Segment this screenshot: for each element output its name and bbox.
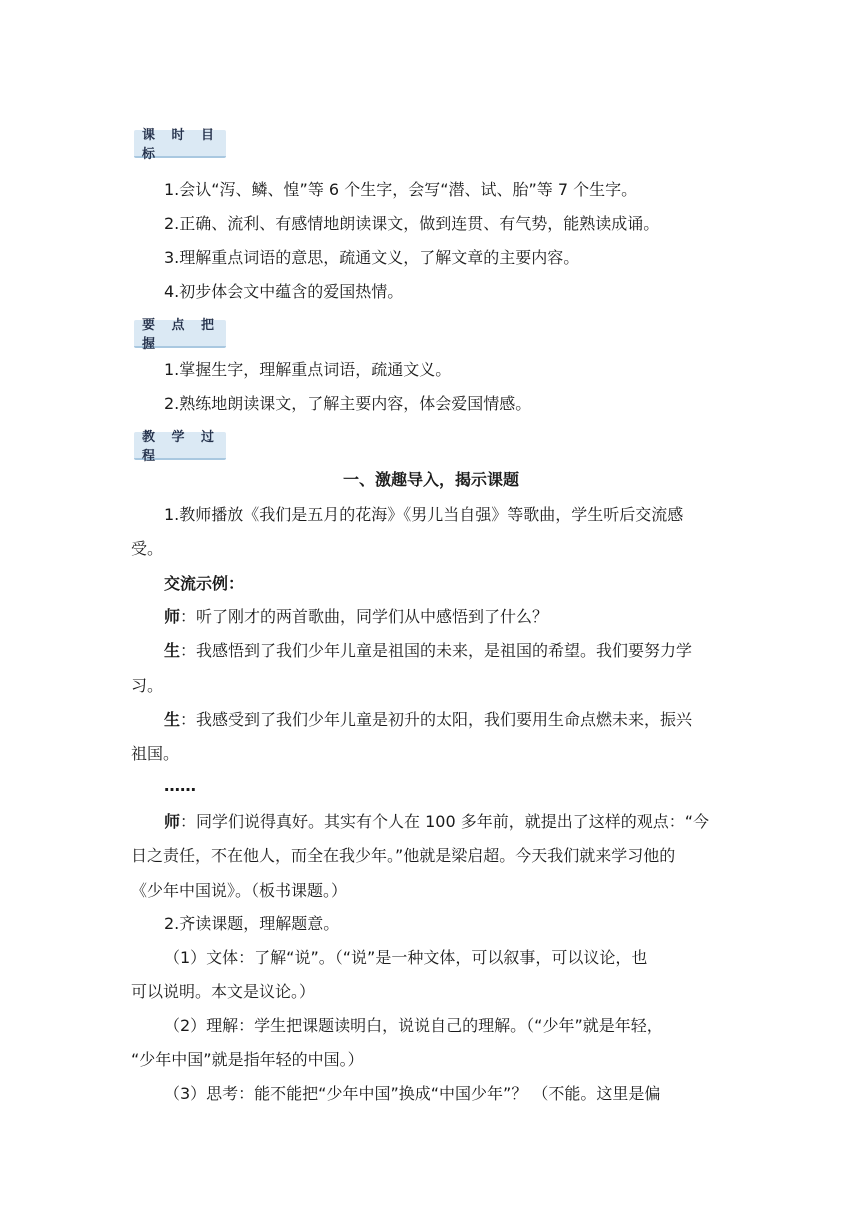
speaker-label: 生	[164, 710, 181, 729]
ellipsis: ……	[164, 776, 196, 795]
dialogue-line	[164, 607, 734, 627]
paragraph-line: 2.齐读课题，理解题意。	[164, 914, 340, 933]
paragraph-line: 受。	[131, 539, 164, 558]
section-tag-label: 课 时 目 标	[142, 128, 221, 162]
keypoint-item: 2.熟练地朗读课文，了解主要内容，体会爱国情感。	[164, 394, 532, 413]
paragraph-line: 《少年中国说》。（板书课题。）	[131, 881, 348, 900]
keypoint-item: 1.掌握生字，理解重点词语，疏通文义。	[164, 360, 452, 379]
paragraph-line: “少年中国”就是指年轻的中国。）	[131, 1050, 364, 1069]
goal-item: 4.初步体会文中蕴含的爱国热情。	[164, 282, 404, 301]
section-tag-label: 教 学 过 程	[142, 430, 221, 464]
section-tag-goals	[134, 128, 226, 162]
dialogue-line	[164, 812, 734, 832]
paragraph-line: 习。	[131, 676, 164, 695]
paragraph-line: 祖国。	[131, 744, 180, 763]
goal-item: 1.会认“泻、鳞、惶”等 6 个生字，会写“潜、试、胎”等 7 个生字。	[164, 180, 638, 199]
paragraph-line: （3）思考：能不能把“少年中国”换成“中国少年”？ （不能。这里是偏	[164, 1084, 661, 1103]
dialogue-line	[164, 641, 734, 661]
dialogue-line	[164, 710, 734, 730]
paragraph-line: （1）文体：了解“说”。（“说”是一种文体，可以叙事，可以议论，也	[164, 948, 648, 967]
part-title: 一、激趣导入，揭示课题	[342, 470, 519, 489]
section-tag-keypoints	[134, 318, 226, 352]
paragraph-line: 1.教师播放《我们是五月的花海》《男儿当自强》等歌曲，学生听后交流感	[164, 505, 684, 524]
section-tag-process	[134, 430, 226, 464]
dialogue-text: ：听了刚才的两首歌曲，同学们从中感悟到了什么？	[180, 607, 549, 626]
dialogue-text: ：我感受到了我们少年儿童是初升的太阳，我们要用生命点燃未来，振兴	[180, 710, 693, 729]
dialogue-text: ：我感悟到了我们少年儿童是祖国的未来，是祖国的希望。我们要努力学	[180, 641, 693, 660]
speaker-label: 师	[164, 607, 181, 626]
speaker-label: 生	[164, 641, 181, 660]
dialogue-text: ：同学们说得真好。其实有个人在 100 多年前，就提出了这样的观点：“今	[180, 812, 710, 831]
paragraph-line: 可以说明。本文是议论。）	[131, 982, 316, 1001]
example-label: 交流示例：	[164, 574, 245, 593]
paragraph-line: 日之责任，不在他人，而全在我少年。”他就是梁启超。今天我们就来学习他的	[131, 846, 676, 865]
goal-item: 3.理解重点词语的意思，疏通文义，了解文章的主要内容。	[164, 248, 580, 267]
paragraph-line: （2）理解：学生把课题读明白，说说自己的理解。（“少年”就是年轻，	[164, 1016, 663, 1035]
goal-item: 2.正确、流利、有感情地朗读课文，做到连贯、有气势，能熟读成诵。	[164, 214, 660, 233]
section-tag-label: 要 点 把 握	[142, 318, 221, 352]
speaker-label: 师	[164, 812, 181, 831]
